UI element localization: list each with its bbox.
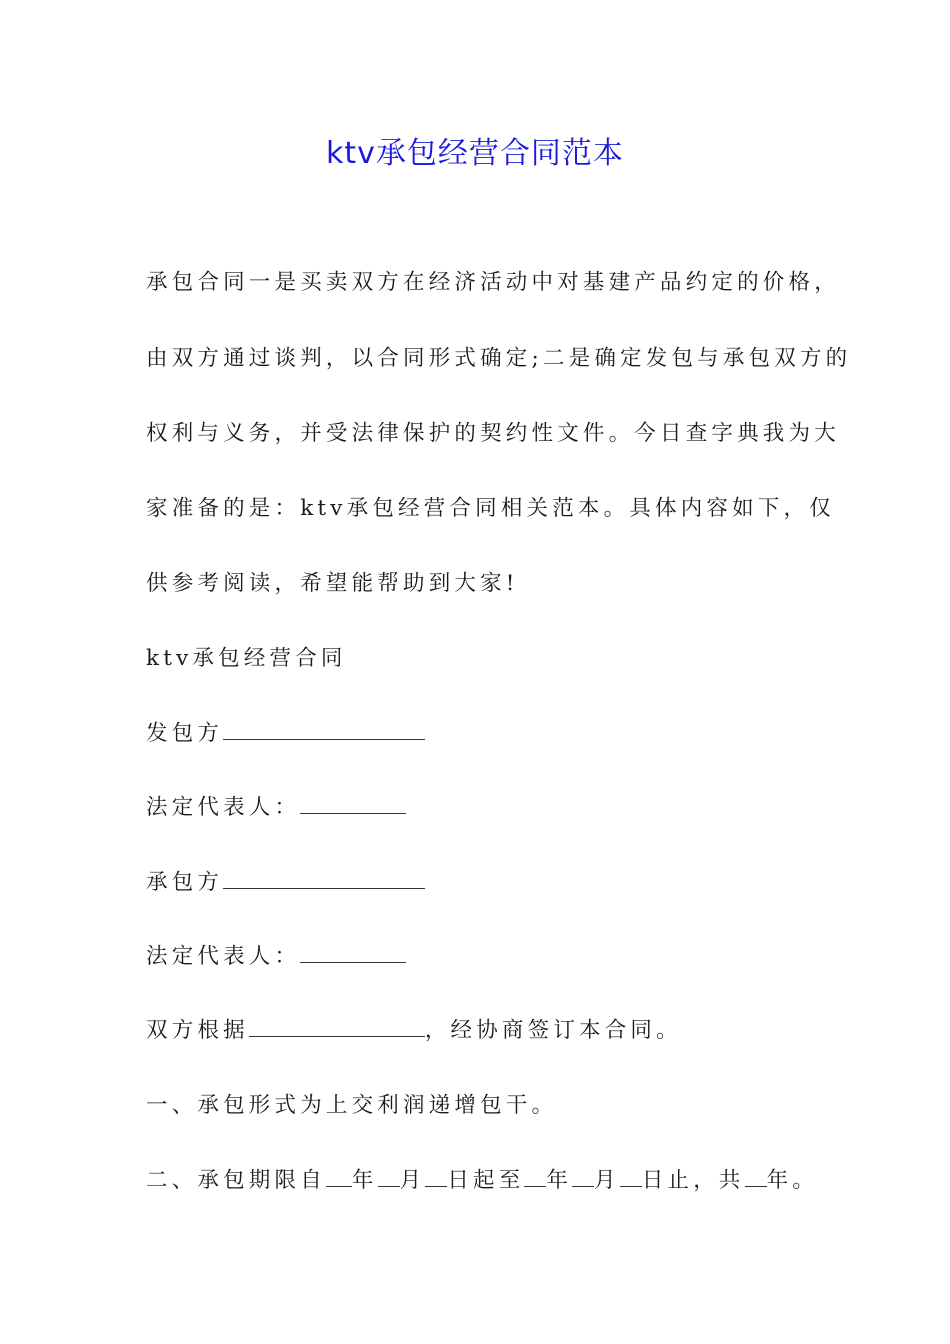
start-month-blank bbox=[378, 1166, 400, 1187]
end-month-blank bbox=[572, 1166, 594, 1187]
party-a-line bbox=[146, 719, 808, 749]
intro-line-5: 供参考阅读，希望能帮助到大家! bbox=[146, 571, 519, 596]
clause-2-month1: 月 bbox=[399, 1168, 426, 1193]
clause-1: 一、承包形式为上交利润递增包干。 bbox=[146, 1093, 558, 1118]
party-a-blank bbox=[223, 719, 425, 740]
clause-2-year1: 年 bbox=[351, 1168, 378, 1193]
clause-2-year2: 年 bbox=[546, 1168, 573, 1193]
intro-line-1: 承包合同一是买卖双方在经济活动中对基建产品约定的价格， bbox=[146, 270, 840, 295]
party-b-blank bbox=[223, 868, 425, 889]
party-a-label: 发包方 bbox=[146, 721, 224, 746]
party-b-label: 承包方 bbox=[146, 870, 224, 895]
basis-suffix: ，经协商签订本合同。 bbox=[424, 1018, 682, 1043]
end-day-blank bbox=[620, 1166, 642, 1187]
basis-blank bbox=[249, 1016, 425, 1037]
party-b-rep-blank bbox=[300, 942, 406, 963]
party-a-rep-label: 法定代表人： bbox=[146, 795, 301, 820]
total-years-blank bbox=[745, 1166, 767, 1187]
start-day-blank bbox=[425, 1166, 447, 1187]
party-a-rep-line bbox=[146, 793, 808, 823]
party-b-rep-line bbox=[146, 942, 808, 972]
basis-line bbox=[146, 1016, 808, 1046]
party-a-rep-blank bbox=[300, 793, 406, 814]
intro-line-2: 由双方通过谈判，以合同形式确定;二是确定发包与承包双方的 bbox=[146, 346, 852, 371]
intro-line-4: 家准备的是：ktv承包经营合同相关范本。具体内容如下，仅 bbox=[146, 496, 835, 521]
basis-prefix: 双方根据 bbox=[146, 1018, 249, 1043]
start-year-blank bbox=[326, 1166, 352, 1187]
clause-2-day2: 日止，共 bbox=[641, 1168, 745, 1193]
document-title: ktv承包经营合同范本 bbox=[326, 136, 624, 171]
party-b-rep-label: 法定代表人： bbox=[146, 944, 301, 969]
clause-2-total-year: 年。 bbox=[766, 1168, 819, 1193]
clause-2-month2: 月 bbox=[594, 1168, 620, 1193]
clause-2-prefix: 二、承包期限自 bbox=[146, 1168, 326, 1193]
intro-line-3: 权利与义务，并受法律保护的契约性文件。今日查字典我为大 bbox=[146, 421, 840, 446]
clause-2 bbox=[146, 1166, 819, 1196]
clause-2-day1: 日起至 bbox=[447, 1168, 525, 1193]
end-year-blank bbox=[524, 1166, 546, 1187]
contract-heading: ktv承包经营合同 bbox=[146, 646, 347, 671]
party-b-line bbox=[146, 868, 808, 898]
